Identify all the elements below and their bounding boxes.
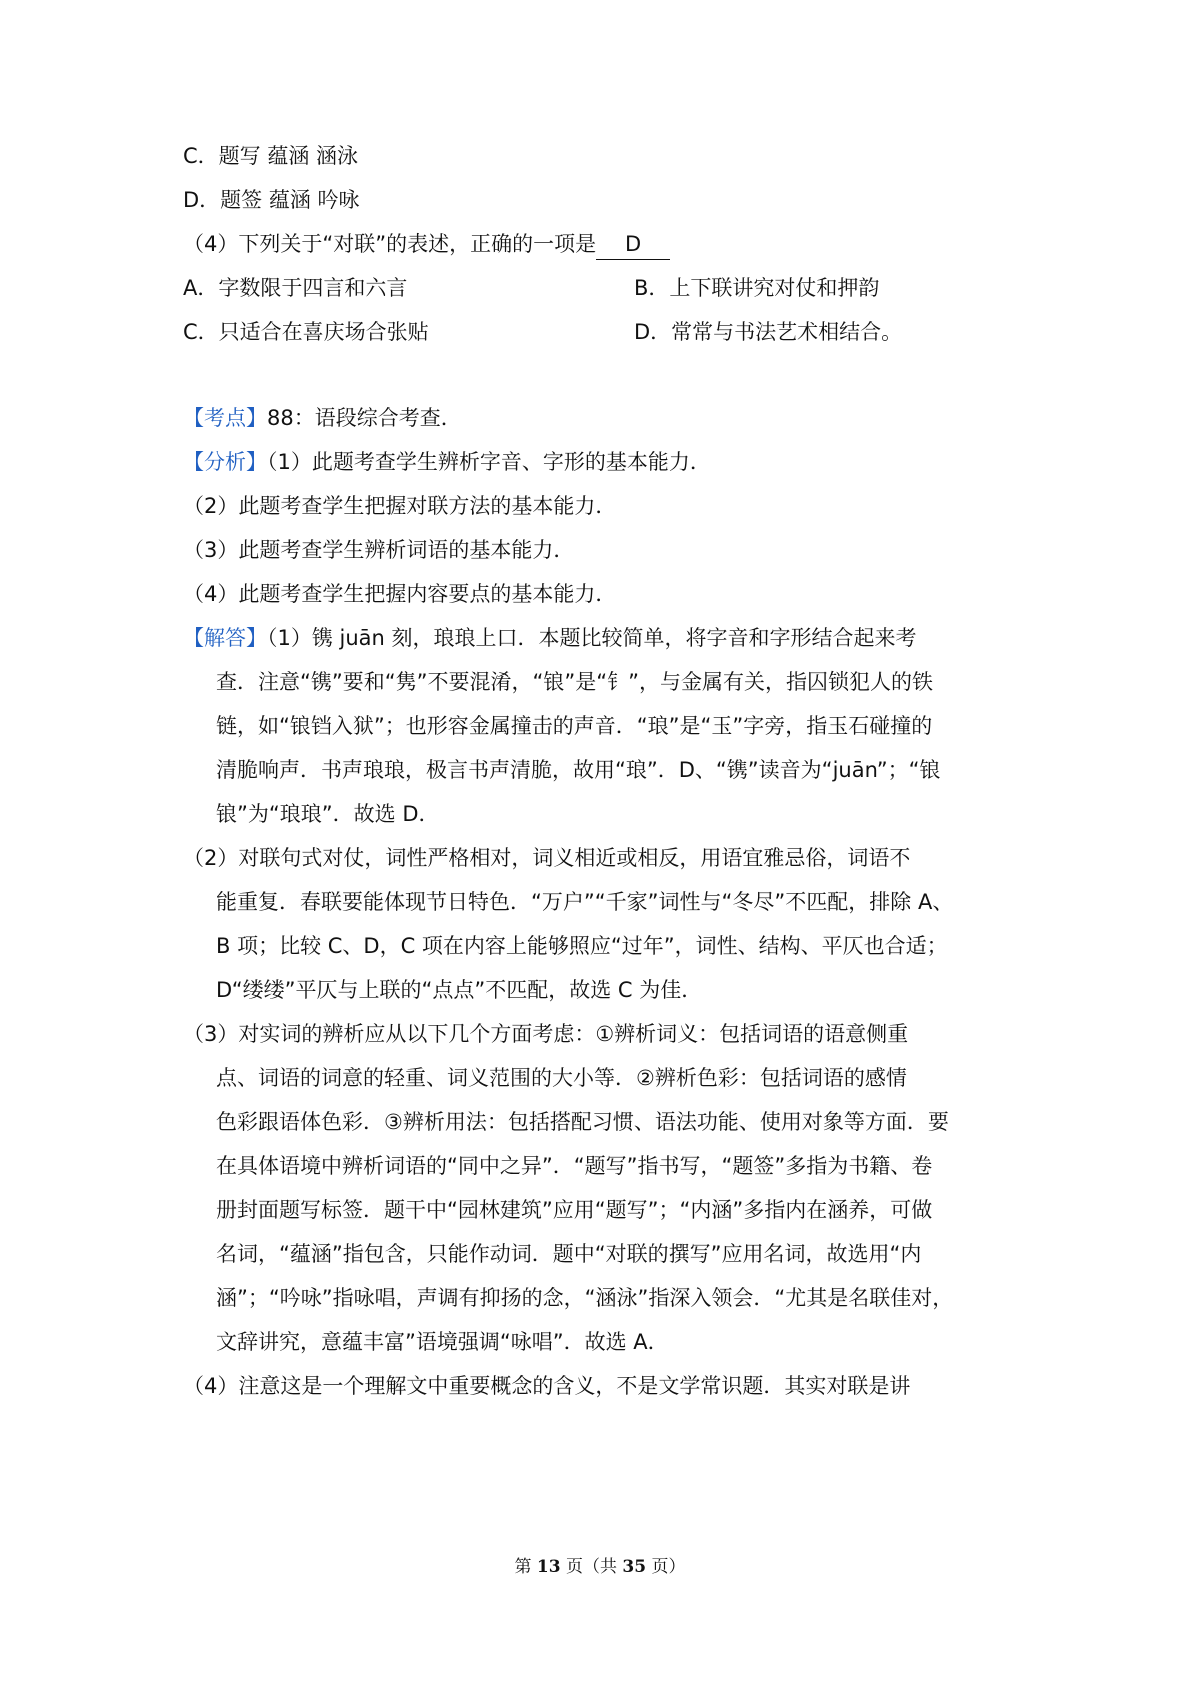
option-a: A．字数限于四言和六言 [183,276,408,300]
option-d: D．常常与书法艺术相结合。 [634,320,903,344]
jieda-p3-line-5: 册封面题写标签．题干中“园林建筑”应用“题写”；“内涵”多指内在涵养，可做 [216,1198,933,1222]
jieda-p3-line-1: （3）对实词的辨析应从以下几个方面考虑：①辨析词义：包括词语的语意侧重 [183,1022,909,1046]
jieda-p2-line-3: B 项；比较 C、D，C 项在内容上能够照应“过年”，词性、结构、平仄也合适； [216,934,948,958]
footer-page-number: 13 [536,1557,561,1577]
jieda-p2-line-1: （2）对联句式对仗，词性严格相对，词义相近或相反，用语宜雅忌俗，词语不 [183,846,911,870]
jieda-p3-line-2: 点、词语的词意的轻重、词义范围的大小等．②辨析色彩：包括词语的感情 [216,1066,907,1090]
footer-post: 页） [646,1557,686,1577]
option-d-top: D．题签 蕴涵 吟咏 [183,188,360,212]
page-footer [0,1555,1200,1579]
footer-total-pages: 35 [622,1557,647,1577]
jieda-p3-line-4: 在具体语境中辨析词语的“同中之异”．“题写”指书写，“题签”多指为书籍、卷 [216,1154,933,1178]
question-4-answer: D [596,229,670,260]
jieda-p2-line-2: 能重复．春联要能体现节日特色．“万户”“千家”词性与“冬尽”不匹配，排除 A、 [216,890,954,914]
jieda-p3-line-7: 涵”；“吟咏”指咏唱，声调有抑扬的念，“涵泳”指深入领会．“尤其是名联佳对， [216,1286,954,1310]
fenxi-line-1 [183,447,1050,477]
jieda-p4-line-1: （4）注意这是一个理解文中重要概念的含义，不是文学常识题．其实对联是讲 [183,1374,911,1398]
fenxi-tag: 【分析】 [183,450,267,474]
jieda-p3-line-8: 文辞讲究，意蕴丰富”语境强调“咏唱”．故选 A． [216,1330,669,1354]
jieda-tag: 【解答】 [183,626,267,650]
option-b: B．上下联讲究对仗和押韵 [634,276,880,300]
footer-pre: 第 [514,1557,537,1577]
jieda-p3-line-6: 名词，“蕴涵”指包含，只能作动词．题中“对联的撰写”应用名词，故选用“内 [216,1242,922,1266]
fenxi-line-4: （4）此题考查学生把握内容要点的基本能力． [183,582,617,606]
jieda-p1-line-4: 清脆响声．书声琅琅，极言书声清脆，故用“琅”．D、“镌”读音为“juān”；“锒 [216,758,941,782]
option-c-top: C．题写 蕴涵 涵泳 [183,144,359,168]
kaodian-line [183,403,1050,433]
jieda-p1-line-1: （1）镌 juān 刻，琅琅上口．本题比较简单，将字音和字形结合起来考 [267,626,917,650]
jieda-p1-line-2: 查．注意“镌”要和“隽”不要混淆，“锒”是“钅”，与金属有关，指囚锁犯人的铁 [216,670,934,694]
footer-mid: 页（共 [560,1557,623,1577]
option-c: C．只适合在喜庆场合张贴 [183,320,429,344]
jieda-p1-line-5: 锒”为“琅琅”．故选 D． [216,802,440,826]
question-4-stem [183,229,1050,260]
question-4-text: （4）下列关于“对联”的表述，正确的一项是 [183,232,597,256]
kaodian-text: 88：语段综合考查． [267,406,462,430]
fenxi-line-3: （3）此题考查学生辨析词语的基本能力． [183,538,575,562]
jieda-p1-line-3: 链，如“锒铛入狱”；也形容金属撞击的声音．“琅”是“玉”字旁，指玉石碰撞的 [216,714,933,738]
jieda-p3-line-3: 色彩跟语体色彩．③辨析用法：包括搭配习惯、语法功能、使用对象等方面．要 [216,1110,949,1134]
jieda-line-1 [183,623,1050,653]
fenxi-line-2: （2）此题考查学生把握对联方法的基本能力． [183,494,617,518]
kaodian-tag: 【考点】 [183,406,267,430]
jieda-p2-line-4: D“缕缕”平仄与上联的“点点”不匹配，故选 C 为佳． [216,978,703,1002]
fenxi-text-1: （1）此题考查学生辨析字音、字形的基本能力． [267,450,711,474]
